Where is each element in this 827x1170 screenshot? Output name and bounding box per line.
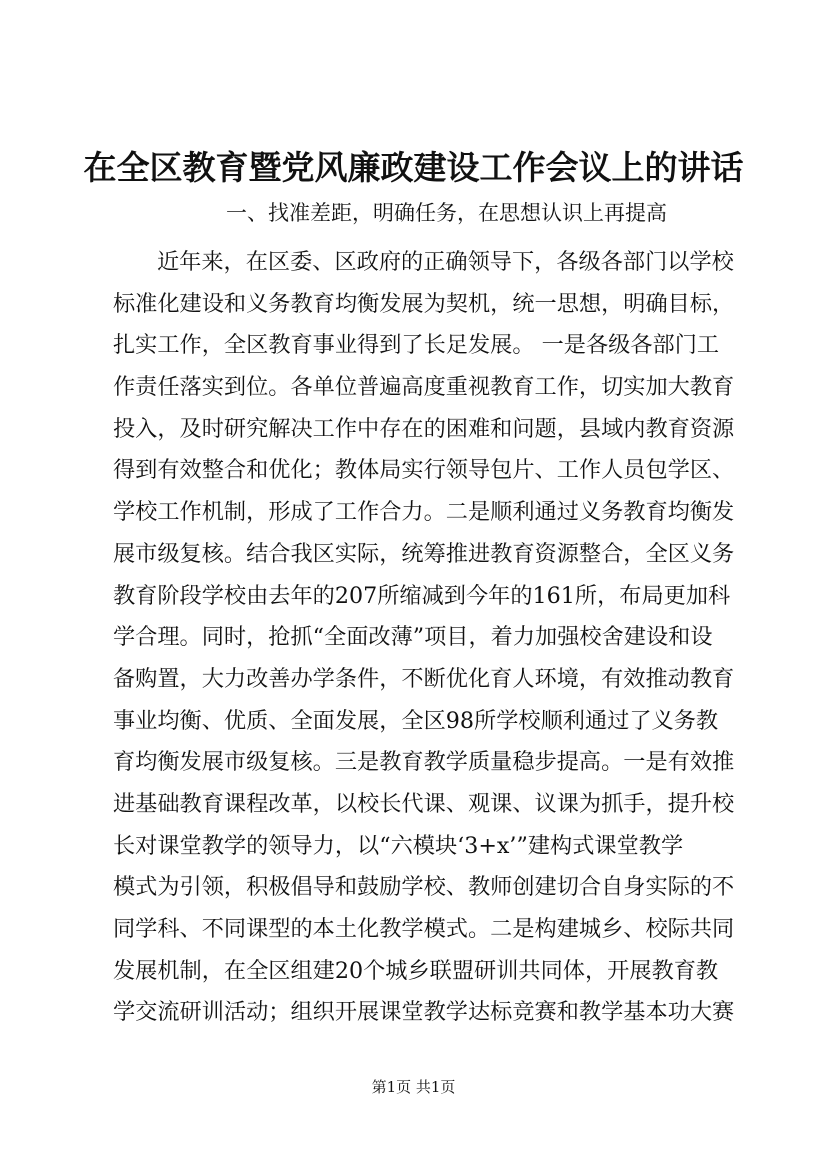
- section-heading: 一、找准差距，明确任务，在思想认识上再提高: [226, 201, 667, 225]
- body-line: 教育阶段学校由去年的207所缩减到今年的161所，布局更加科: [113, 582, 731, 609]
- body-line: 发展机制，在全区组建20个城乡联盟研训共同体，开展教育教: [113, 957, 719, 984]
- body-text: [113, 242, 735, 1034]
- body-line: 学合理。同时，抢抓“全面改薄”项目，着力加强校舍建设和设: [113, 624, 713, 651]
- body-line: 近年来，在区委、区政府的正确领导下，各级各部门以学校: [157, 249, 734, 275]
- body-line: 备购置，大力改善办学条件，不断优化育人环境，有效推动教育: [113, 665, 735, 692]
- body-line: 长对课堂教学的领导力，以“六模块‘3+x’”建构式课堂教学: [113, 832, 684, 859]
- body-line: 作责任落实到位。各单位普遍高度重视教育工作，切实加大教育: [113, 374, 735, 401]
- document-title: 在全区教育暨党风廉政建设工作会议上的讲话: [83, 148, 744, 187]
- body-line: 同学科、不同课型的本土化教学模式。二是构建城乡、校际共同: [113, 916, 735, 942]
- body-line: 标准化建设和义务教育均衡发展为契机，统一思想，明确目标，: [113, 290, 735, 317]
- page-number-footer: 第1页 共1页: [371, 1078, 456, 1096]
- body-line: 扎实工作，全区教育事业得到了长足发展。 一是各级各部门工: [113, 332, 720, 359]
- body-line: 模式为引领，积极倡导和鼓励学校、教师创建切合自身实际的不: [113, 874, 735, 901]
- body-line: 展市级复核。结合我区实际，统筹推进教育资源整合，全区义务: [113, 540, 735, 567]
- body-line: 得到有效整合和优化；教体局实行领导包片、工作人员包学区、: [113, 457, 735, 484]
- body-line: 学校工作机制，形成了工作合力。二是顺利通过义务教育均衡发: [113, 499, 735, 526]
- body-line: 投入，及时研究解决工作中存在的困难和问题，县域内教育资源: [113, 415, 735, 442]
- body-line: 进基础教育课程改革，以校长代课、观课、议课为抓手，提升校: [113, 790, 735, 817]
- body-line: 学交流研训活动；组织开展课堂教学达标竞赛和教学基本功大赛: [113, 999, 735, 1026]
- body-line: 事业均衡、优质、全面发展，全区98所学校顺利通过了义务教: [113, 707, 719, 734]
- body-line: 育均衡发展市级复核。三是教育教学质量稳步提高。一是有效推: [113, 749, 735, 776]
